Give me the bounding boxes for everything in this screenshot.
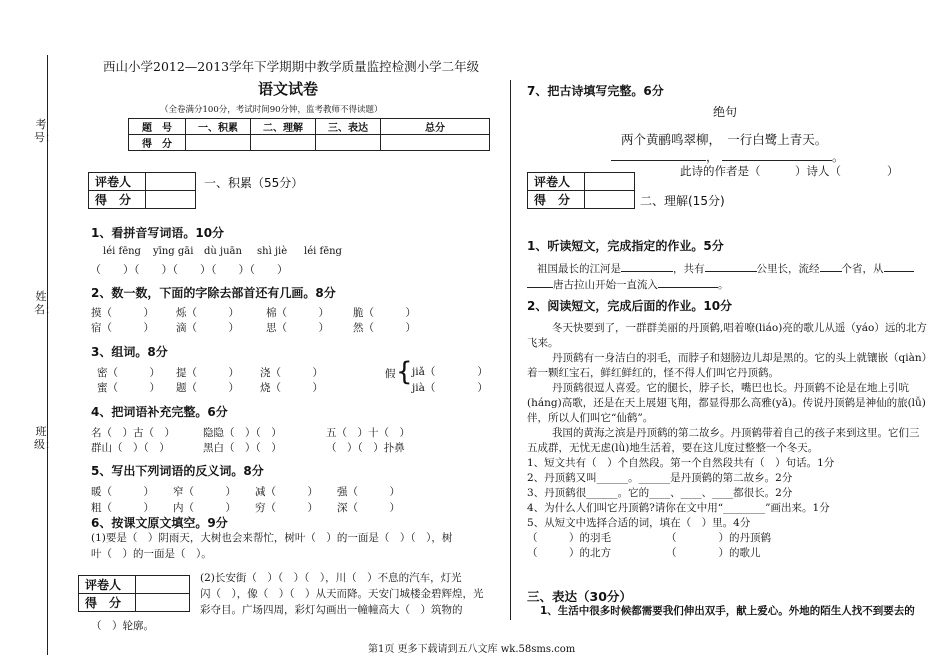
passage-line: 我国的黄海之滨是丹顶鹤的第二故乡。丹顶鹤带着自己的孩子来到这里。它们三 [552, 427, 920, 439]
e1-question: 1、生活中很多时候都需要我们伸出双手，献上爱心。外地的陌生人找不到要去的 [540, 605, 915, 617]
grader-cell[interactable] [146, 191, 196, 209]
exam-note: （全卷满分100分，考试时间90分钟，监考教师不得读题） [160, 105, 383, 115]
margin-binding-line [47, 55, 48, 655]
section2-heading: 二、理解(15分) [640, 194, 725, 208]
passage-line: 冬天快要到了，一群群美丽的丹顶鹤,唱着嘹(liáo)亮的歌儿从遥（yáo）远的北方 [552, 322, 927, 334]
grader-score-label: 得 分 [528, 191, 585, 209]
q3-jia-reading1[interactable]: jiǎ（ ） [412, 366, 488, 378]
q4-item[interactable]: 黑白（ ）（ ） [203, 442, 282, 454]
q1-pinyin: léi fēng [103, 246, 141, 257]
q3-jia-char: 假 [385, 368, 396, 380]
r1-blank[interactable] [621, 260, 673, 272]
q3-jia-brace: { [396, 357, 413, 387]
poem-author-question[interactable]: 此诗的作者是（ ）诗人（ ） [680, 164, 899, 178]
a5-item[interactable]: （ ）的北方 [527, 547, 611, 559]
q5-item[interactable]: 深（ ） [337, 502, 400, 514]
q2-item[interactable]: 烁（ ） [176, 307, 239, 319]
grader-score-label: 得 分 [79, 594, 136, 612]
q6-line[interactable]: （ ）轮廓。 [91, 620, 154, 632]
passage-line: 着一颗红宝石，鲜红鲜红的，怪不得人们叫它丹顶鹤。 [527, 367, 779, 379]
q2-item[interactable]: 然（ ） [353, 322, 416, 334]
grader-cell[interactable] [136, 576, 190, 594]
score-table [128, 118, 490, 151]
score-header-cell: 题 号 [129, 119, 186, 135]
q7-title: 7、把古诗填写完整。6分 [527, 84, 664, 98]
grader-score-label: 得 分 [89, 191, 146, 209]
r1-text: 。 [718, 279, 729, 291]
q6-title: 6、按课文原文填空。9分 [91, 516, 228, 530]
grader-label: 评卷人 [528, 173, 585, 191]
r1-text: 唐古拉山开始一直流入 [553, 279, 658, 291]
poem-line1: 两个黄鹂鸣翠柳， 一行白鹭上青天。 [621, 132, 828, 147]
q1-answer-boxes[interactable]: （ ）（ ）（ ）（ ）（ ） [90, 263, 288, 276]
page-footer: 第1页 更多下载请到五八文库 wk.58sms.com [368, 644, 576, 655]
score-cell[interactable] [381, 135, 490, 151]
q6-line[interactable]: 彩夺目。广场四周，彩灯勾画出一幢幢高大（ ）筑物的 [200, 604, 463, 616]
score-row-label: 得 分 [129, 135, 186, 151]
q1-pinyin: léi fēng [304, 246, 342, 257]
section3-heading: 三、表达（30分） [527, 589, 632, 604]
q5-item[interactable]: 粗（ ） [91, 502, 154, 514]
poem-blank1[interactable] [611, 149, 706, 161]
q5-title: 5、写出下列词语的反义词。8分 [91, 464, 264, 478]
grader-cell[interactable] [136, 594, 190, 612]
margin-xingming: 姓名： [34, 290, 56, 316]
score-cell[interactable] [316, 135, 381, 151]
grader-box-sec1 [88, 172, 196, 209]
q3-item[interactable]: 浇（ ） [260, 367, 323, 379]
poem-end-mark: 。 [832, 150, 845, 164]
score-header-cell: 总分 [381, 119, 490, 135]
q3-item[interactable]: 密（ ） [97, 367, 160, 379]
grader-box-sec2 [527, 172, 635, 209]
column-divider [510, 80, 511, 620]
q4-title: 4、把词语补充完整。6分 [91, 405, 228, 419]
q5-item[interactable]: 穷（ ） [255, 502, 318, 514]
q5-item[interactable]: 减（ ） [255, 486, 318, 498]
q6-line[interactable]: 闪（ ），像（ ）（ ）从天而降。天安门城楼金碧辉煌，光 [200, 588, 484, 600]
r2-title: 2、阅读短文，完成后面的作业。10分 [527, 299, 733, 313]
score-cell[interactable] [186, 135, 251, 151]
q3-item[interactable]: 提（ ） [176, 367, 239, 379]
q2-item[interactable]: 棉（ ） [266, 307, 329, 319]
passage-line: 丹顶鹤很逗人喜爱。它的腿长，脖子长，嘴巴也长。丹顶鹤不论是在地上引吭 [552, 382, 909, 394]
section1-heading: 一、积累（55分） [204, 176, 304, 190]
q5-item[interactable]: 窄（ ） [173, 486, 236, 498]
grader-cell[interactable] [585, 191, 635, 209]
r1-blank[interactable] [820, 260, 842, 272]
answer-line[interactable]: 4、为什么人们叫它丹顶鹤?请你在文中用“________”画出来。1分 [527, 502, 830, 514]
answer-line[interactable]: 2、丹顶鹤又叫______。______是丹顶鹤的第二故乡。2分 [527, 472, 793, 484]
q5-item[interactable]: 暖（ ） [91, 486, 154, 498]
r1-blank[interactable] [527, 276, 553, 288]
q1-pinyin: dù juān [204, 246, 242, 257]
margin-kaohao: 考号： [34, 118, 56, 144]
score-header-cell: 三、表达 [316, 119, 381, 135]
q2-item[interactable]: 摸（ ） [91, 307, 154, 319]
r1-blank[interactable] [884, 260, 914, 272]
score-cell[interactable] [251, 135, 316, 151]
q1-title: 1、看拼音写词语。10分 [91, 226, 225, 240]
q5-item[interactable]: 内（ ） [173, 502, 236, 514]
q4-item[interactable]: 名（ ）古（ ） [91, 427, 175, 439]
r1-blank[interactable] [658, 276, 718, 288]
passage-line: (háng)高歌，还是在天上展翅飞翔，都显得那么高雅(yǎ)。传说丹顶鹤是神仙的旅(lǚ) [527, 397, 926, 409]
a5-item[interactable]: （ ）的丹顶鹤 [666, 532, 771, 544]
q3-item[interactable]: 烧（ ） [260, 382, 323, 394]
grader-label: 评卷人 [79, 576, 136, 594]
grader-cell[interactable] [146, 173, 196, 191]
answer-line[interactable]: 5、从短文中选择合适的词，填在（ ）里。4分 [527, 517, 751, 529]
r1-text: 祖国最长的江河是 [537, 263, 621, 275]
a5-item[interactable]: （ ）的羽毛 [527, 532, 611, 544]
a5-item[interactable]: （ ）的歌儿 [666, 547, 761, 559]
q2-item[interactable]: 脆（ ） [353, 307, 416, 319]
q6-line[interactable]: (2)长安街（ ）（ ）（ ），川（ ）不息的汽车，灯光 [200, 572, 462, 584]
q6-line[interactable]: (1)要是（ ）阴雨天，大树也会来帮忙，树叶（ ）的一面是（ ）（ ），树 [91, 532, 453, 544]
q3-item[interactable]: 题（ ） [176, 382, 239, 394]
exam-title-line2: 语文试卷 [258, 80, 319, 98]
passage-line: 丹顶鹤有一身洁白的羽毛，而脖子和翅膀边儿却是黑的。它的头上就镶嵌（qiàn） [552, 352, 933, 364]
q2-item[interactable]: 滴（ ） [176, 322, 239, 334]
r1-line2[interactable] [527, 276, 729, 292]
q1-pinyin: yīng gāi [153, 246, 194, 257]
r1-text: ，共有 [673, 263, 705, 275]
q2-title: 2、数一数，下面的字除去部首还有几画。8分 [91, 286, 336, 300]
r1-blank[interactable] [705, 260, 757, 272]
margin-banji: 班级： [34, 425, 56, 451]
r1-title: 1、听读短文，完成指定的作业。5分 [527, 239, 724, 253]
poem-title: 绝句 [713, 105, 738, 119]
poem-separator: ， [706, 150, 719, 164]
score-header-cell: 二、理解 [251, 119, 316, 135]
answer-line[interactable]: 3、丹顶鹤很______。它的____、____、____都很长。2分 [527, 487, 793, 499]
grader-cell[interactable] [585, 173, 635, 191]
answer-line[interactable]: 1、短文共有（ ）个自然段。第一个自然段共有（ ）句话。1分 [527, 457, 835, 469]
passage-line: 五成群，无忧无虑(lǜ)地生活着，要在这儿度过整整一个冬天。 [527, 442, 819, 454]
passage-line: 飞来。 [527, 337, 559, 349]
grader-label: 评卷人 [89, 173, 146, 191]
q3-jia-reading2[interactable]: jià（ ） [412, 382, 488, 394]
r1-text: 公里长，流经 [756, 263, 820, 275]
q4-item[interactable]: （ ）（ ）扑鼻 [326, 442, 405, 454]
q2-item[interactable]: 宿（ ） [91, 322, 154, 334]
q1-pinyin: shì jiè [257, 246, 288, 257]
q4-item[interactable]: 群山（ ）（ ） [91, 442, 170, 454]
score-header-cell: 一、积累 [186, 119, 251, 135]
q2-item[interactable]: 思（ ） [266, 322, 329, 334]
q4-item[interactable]: 五（ ）十（ ） [326, 427, 410, 439]
passage-line: 伴，所以人们叫它“仙鹤”。 [527, 412, 654, 424]
r1-line1[interactable] [537, 260, 914, 276]
q3-title: 3、组词。8分 [91, 345, 168, 359]
q5-item[interactable]: 强（ ） [337, 486, 400, 498]
r1-text: 个省，从 [841, 263, 884, 275]
q4-item[interactable]: 隐隐（ ）（ ） [203, 427, 282, 439]
exam-title-line1: 西山小学2012—2013学年下学期期中教学质量监控检测小学二年级 [103, 59, 480, 74]
grader-box-sec2-left [78, 575, 190, 612]
q3-item[interactable]: 蜜（ ） [97, 382, 160, 394]
q6-line[interactable]: 叶（ ）的一面是（ ）。 [91, 548, 212, 560]
poem-blank2[interactable] [722, 149, 832, 161]
